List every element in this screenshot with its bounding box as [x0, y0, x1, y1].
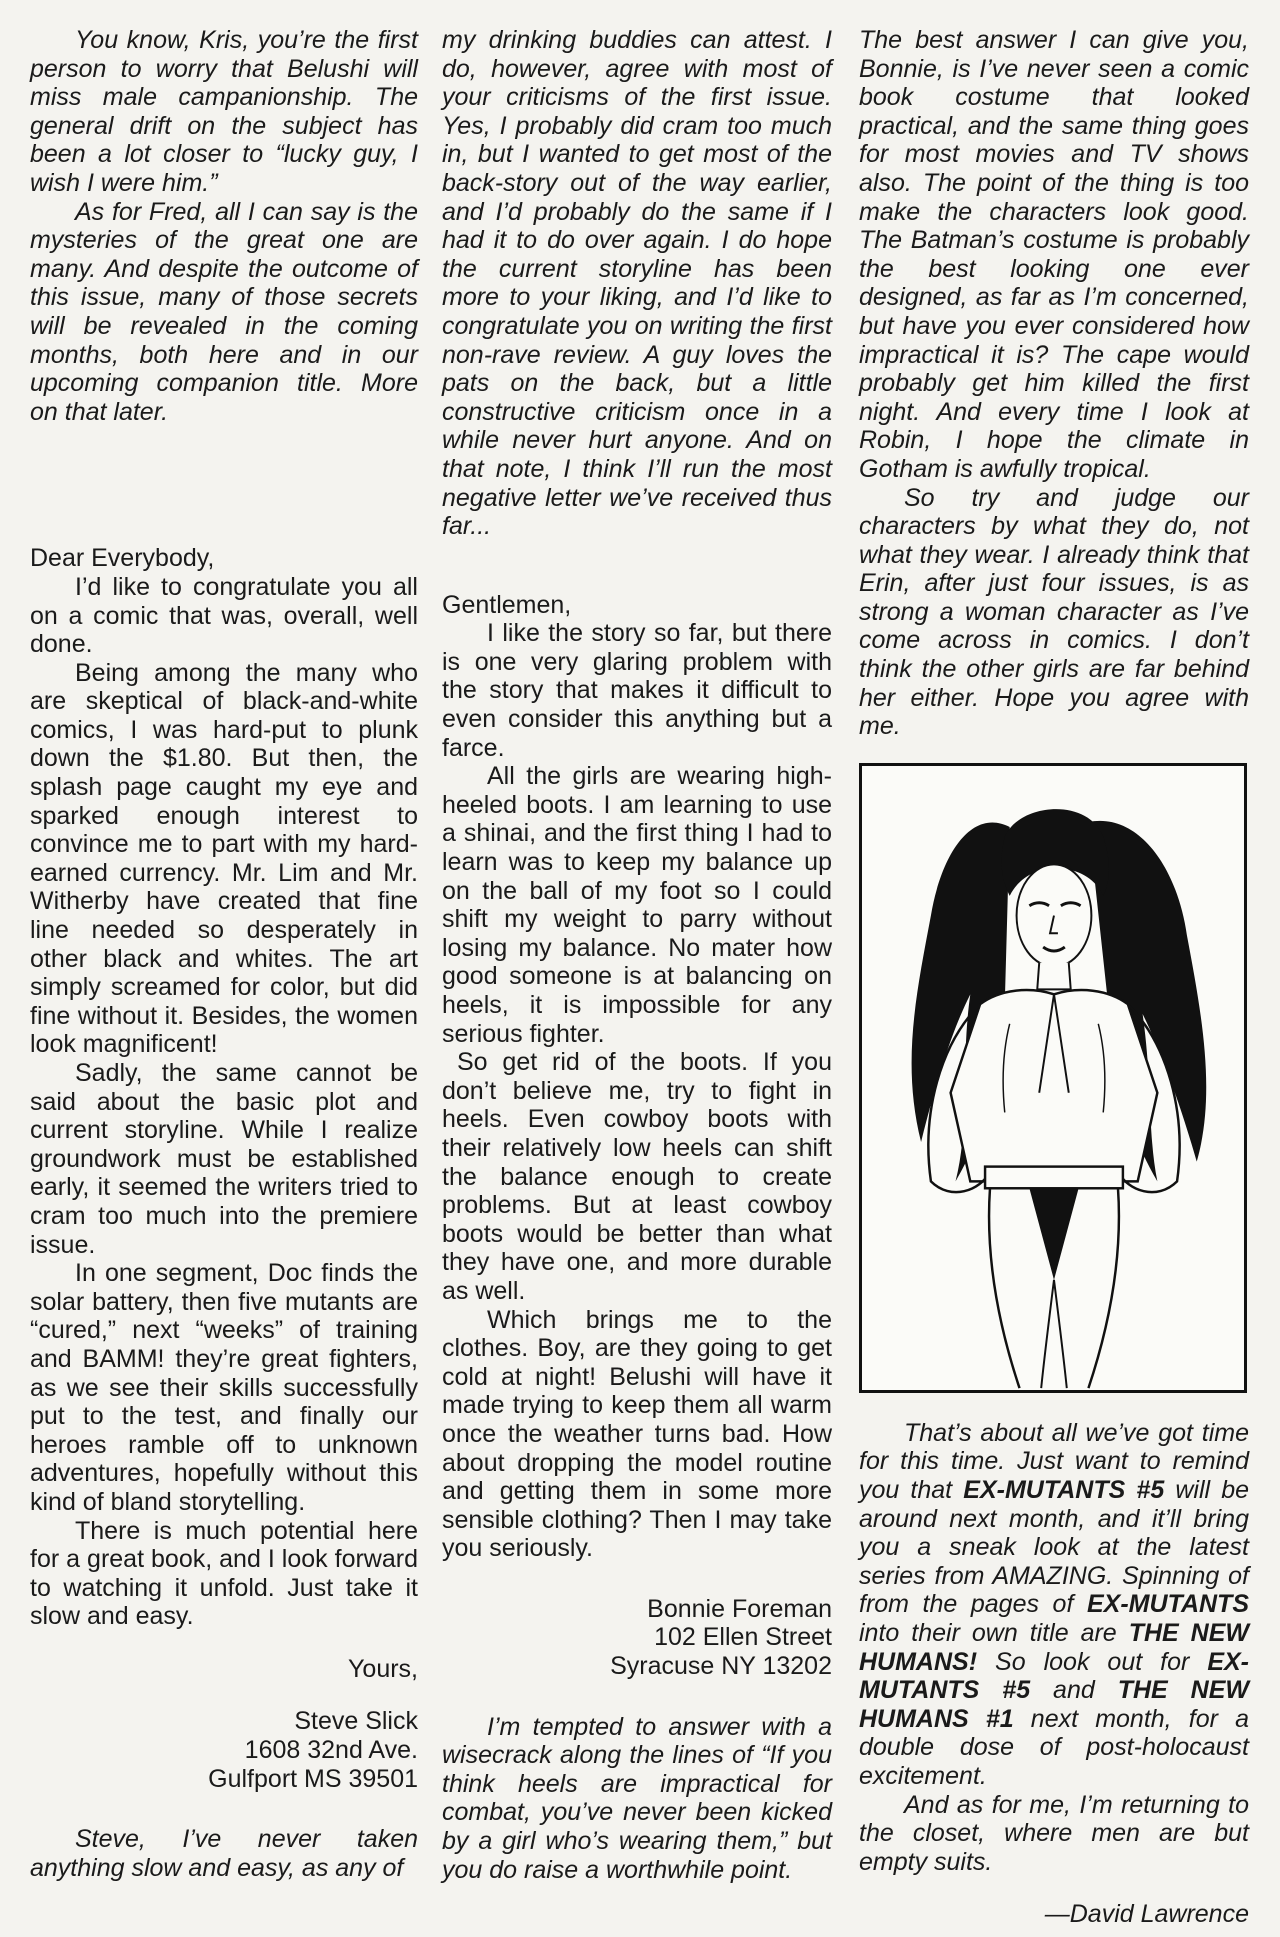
letter-paragraph: Being among the many who are skeptical of black-and-white comics, I was hard-put to plunk down the $1.80. But then, the splash page caught my eye and sparked enough interest to convince me to part with my hard-earned currency. Mr. Lim and Mr. Witherby have created that fine line needed so desperately in other black and whites. The art simply screamed for color, but did fine without it. Besides, the women look magnificent! — [30, 658, 418, 1059]
editor-reply-steve: Steve, I’ve never taken anything slow and easy, as any of — [30, 1825, 418, 1882]
letter-paragraph: All the girls are wearing high-heeled boots. I am learning to use a shinai, and the first thing I had to learn was to keep my balance up on the ball of my foot so I could shift my weight to parry without losing my balance. No mater how good someone is at balancing on heels, it is impossible for any serious fighter. — [442, 762, 832, 1048]
editor-reply-kris: You know, Kris, you’re the first person to worry that Belushi will miss male campanionship. The general drift on the subject has been a lot closer to “lucky guy, I wish I were him.” — [30, 26, 418, 197]
closing-text: So look out for — [977, 1647, 1208, 1676]
letter-paragraph: I’d like to congratulate you all on a comic that was, overall, well done. — [30, 572, 418, 659]
title-ex-mutants: EX-MUTANTS — [1086, 1590, 1249, 1619]
editor-closing-paragraph — [859, 1419, 1249, 1791]
editor-reply-bonnie-continued: The best answer I can give you, Bonnie, is I’ve never seen a comic book costume that looked practical, and the same thing goes for most movies and TV shows also. The point of the thing is too make the characters look good. The Batman’s costume is probably the best looking one ever designed, as far as I’m concerned, but have you ever considered how impractical it is? The cape would probably get him killed the first night. And every time I look at Robin, I hope the climate in Gotham is awfully tropical. — [859, 26, 1249, 483]
signature-name: Bonnie Foreman — [647, 1594, 832, 1623]
closing-text: That’s about all we’ve got time for this time. Just want to remind you that — [859, 1418, 1249, 1505]
signature-city: Gulfport MS 39501 — [208, 1764, 418, 1793]
title-ex-mutants-5: EX-MUTANTS #5 — [859, 1647, 1249, 1705]
signature-city: Syracuse NY 13202 — [610, 1652, 832, 1681]
column-3 — [859, 26, 1249, 1929]
signature-street: 1608 32nd Ave. — [244, 1736, 418, 1765]
letter-paragraph: Sadly, the same cannot be said about the basic plot and current storyline. While I realize groundwork must be established early, it seemed the writers tried to cram too much into the premiere issue. — [30, 1059, 418, 1259]
editor-closing-paragraph: And as for me, I’m returning to the closet, where men are but empty suits. — [859, 1790, 1249, 1876]
title-ex-mutants-5: EX-MUTANTS #5 — [963, 1476, 1165, 1505]
letter-paragraph: In one segment, Doc finds the solar battery, then five mutants are “cured,” next “weeks” of training and BAMM! they’re great fighters, as we see their skills successfully put to the test, and finally our heroes ramble off to unknown adventures, hopefully without this kind of bland storytelling. — [30, 1259, 418, 1516]
woman-character-drawing — [862, 766, 1244, 1390]
title-new-humans: THE NEW HUMANS! — [859, 1619, 1249, 1676]
closing-text: will be around next month, and it’ll bring you a sneak look at the latest series from AMAZING. Spinning of from the pages of — [859, 1476, 1250, 1619]
title-new-humans-1: THE NEW HUMANS #1 — [859, 1676, 1249, 1733]
letter-closing: Yours, — [348, 1654, 418, 1683]
editor-signoff: —David Lawrence — [1044, 1900, 1249, 1929]
character-illustration — [859, 763, 1247, 1393]
letter-signature — [442, 1595, 832, 1681]
closing-text: next month, for a double dose of post-holocaust excitement. — [859, 1704, 1249, 1790]
signature-name: Steve Slick — [294, 1707, 418, 1736]
closing-text: and — [1030, 1676, 1118, 1705]
letter-paragraph: There is much potential here for a great book, and I look forward to watching it unfold. Just take it slow and easy. — [30, 1516, 418, 1631]
editor-reply-paragraph: So try and judge our characters by what they do, not what they wear. I already think that Erin, after just four issues, is as strong a woman character as I’ve come across in comics. I don’t think the other girls are far behind her either. Hope you agree with me. — [859, 483, 1249, 741]
letter-paragraph: I like the story so far, but there is one very glaring problem with the story that makes it difficult to even consider this anything but a farce. — [442, 619, 832, 762]
letter-signature — [30, 1707, 418, 1793]
editor-reply-fred: As for Fred, all I can say is the mysteries of the great one are many. And despite the outcome of this issue, many of those secrets will be revealed in the coming months, both here and in our upcoming companion title. More on that later. — [30, 197, 418, 426]
editor-reply-steve-continued: my drinking buddies can attest. I do, however, agree with most of your criticisms of the first issue. Yes, I probably did cram too much in, but I wanted to get most of the back-story out of the way earlier, and I’d probably do the same if I had it to do over again. I do hope the current storyline has been more to your liking, and I’d like to congratulate you on writing the first non-rave review. A guy loves the pats on the back, but a little constructive criticism once in a while never hurt anyone. And on that note, I think I’ll run the most negative letter we’ve received thus far... — [442, 26, 832, 541]
signature-street: 102 Ellen Street — [654, 1623, 832, 1652]
column-2 — [442, 26, 832, 1884]
letter-salutation: Gentlemen, — [442, 590, 572, 619]
closing-text: into their own title are — [859, 1619, 1129, 1647]
editor-reply-bonnie: I’m tempted to answer with a wisecrack along the lines of “If you think heels are impractical for combat, you’ve never been kicked by a girl who’s wearing them,” but you do raise a worthwhile point. — [442, 1712, 832, 1884]
column-1 — [30, 26, 418, 1882]
letter-paragraph: Which brings me to the clothes. Boy, are they going to get cold at night! Belushi will have it made trying to keep them all warm once the weather turns bad. How about dropping the model routine and getting them in some more sensible clothing? Then I may take you seriously. — [442, 1305, 832, 1563]
letter-salutation: Dear Everybody, — [30, 544, 215, 573]
letter-paragraph: So get rid of the boots. If you don’t believe me, try to fight in heels. Even cowboy boots with their relatively low heels can shift the balance enough to create problems. But at least cowboy boots would be better than what they have one, and more durable as well. — [442, 1048, 832, 1305]
